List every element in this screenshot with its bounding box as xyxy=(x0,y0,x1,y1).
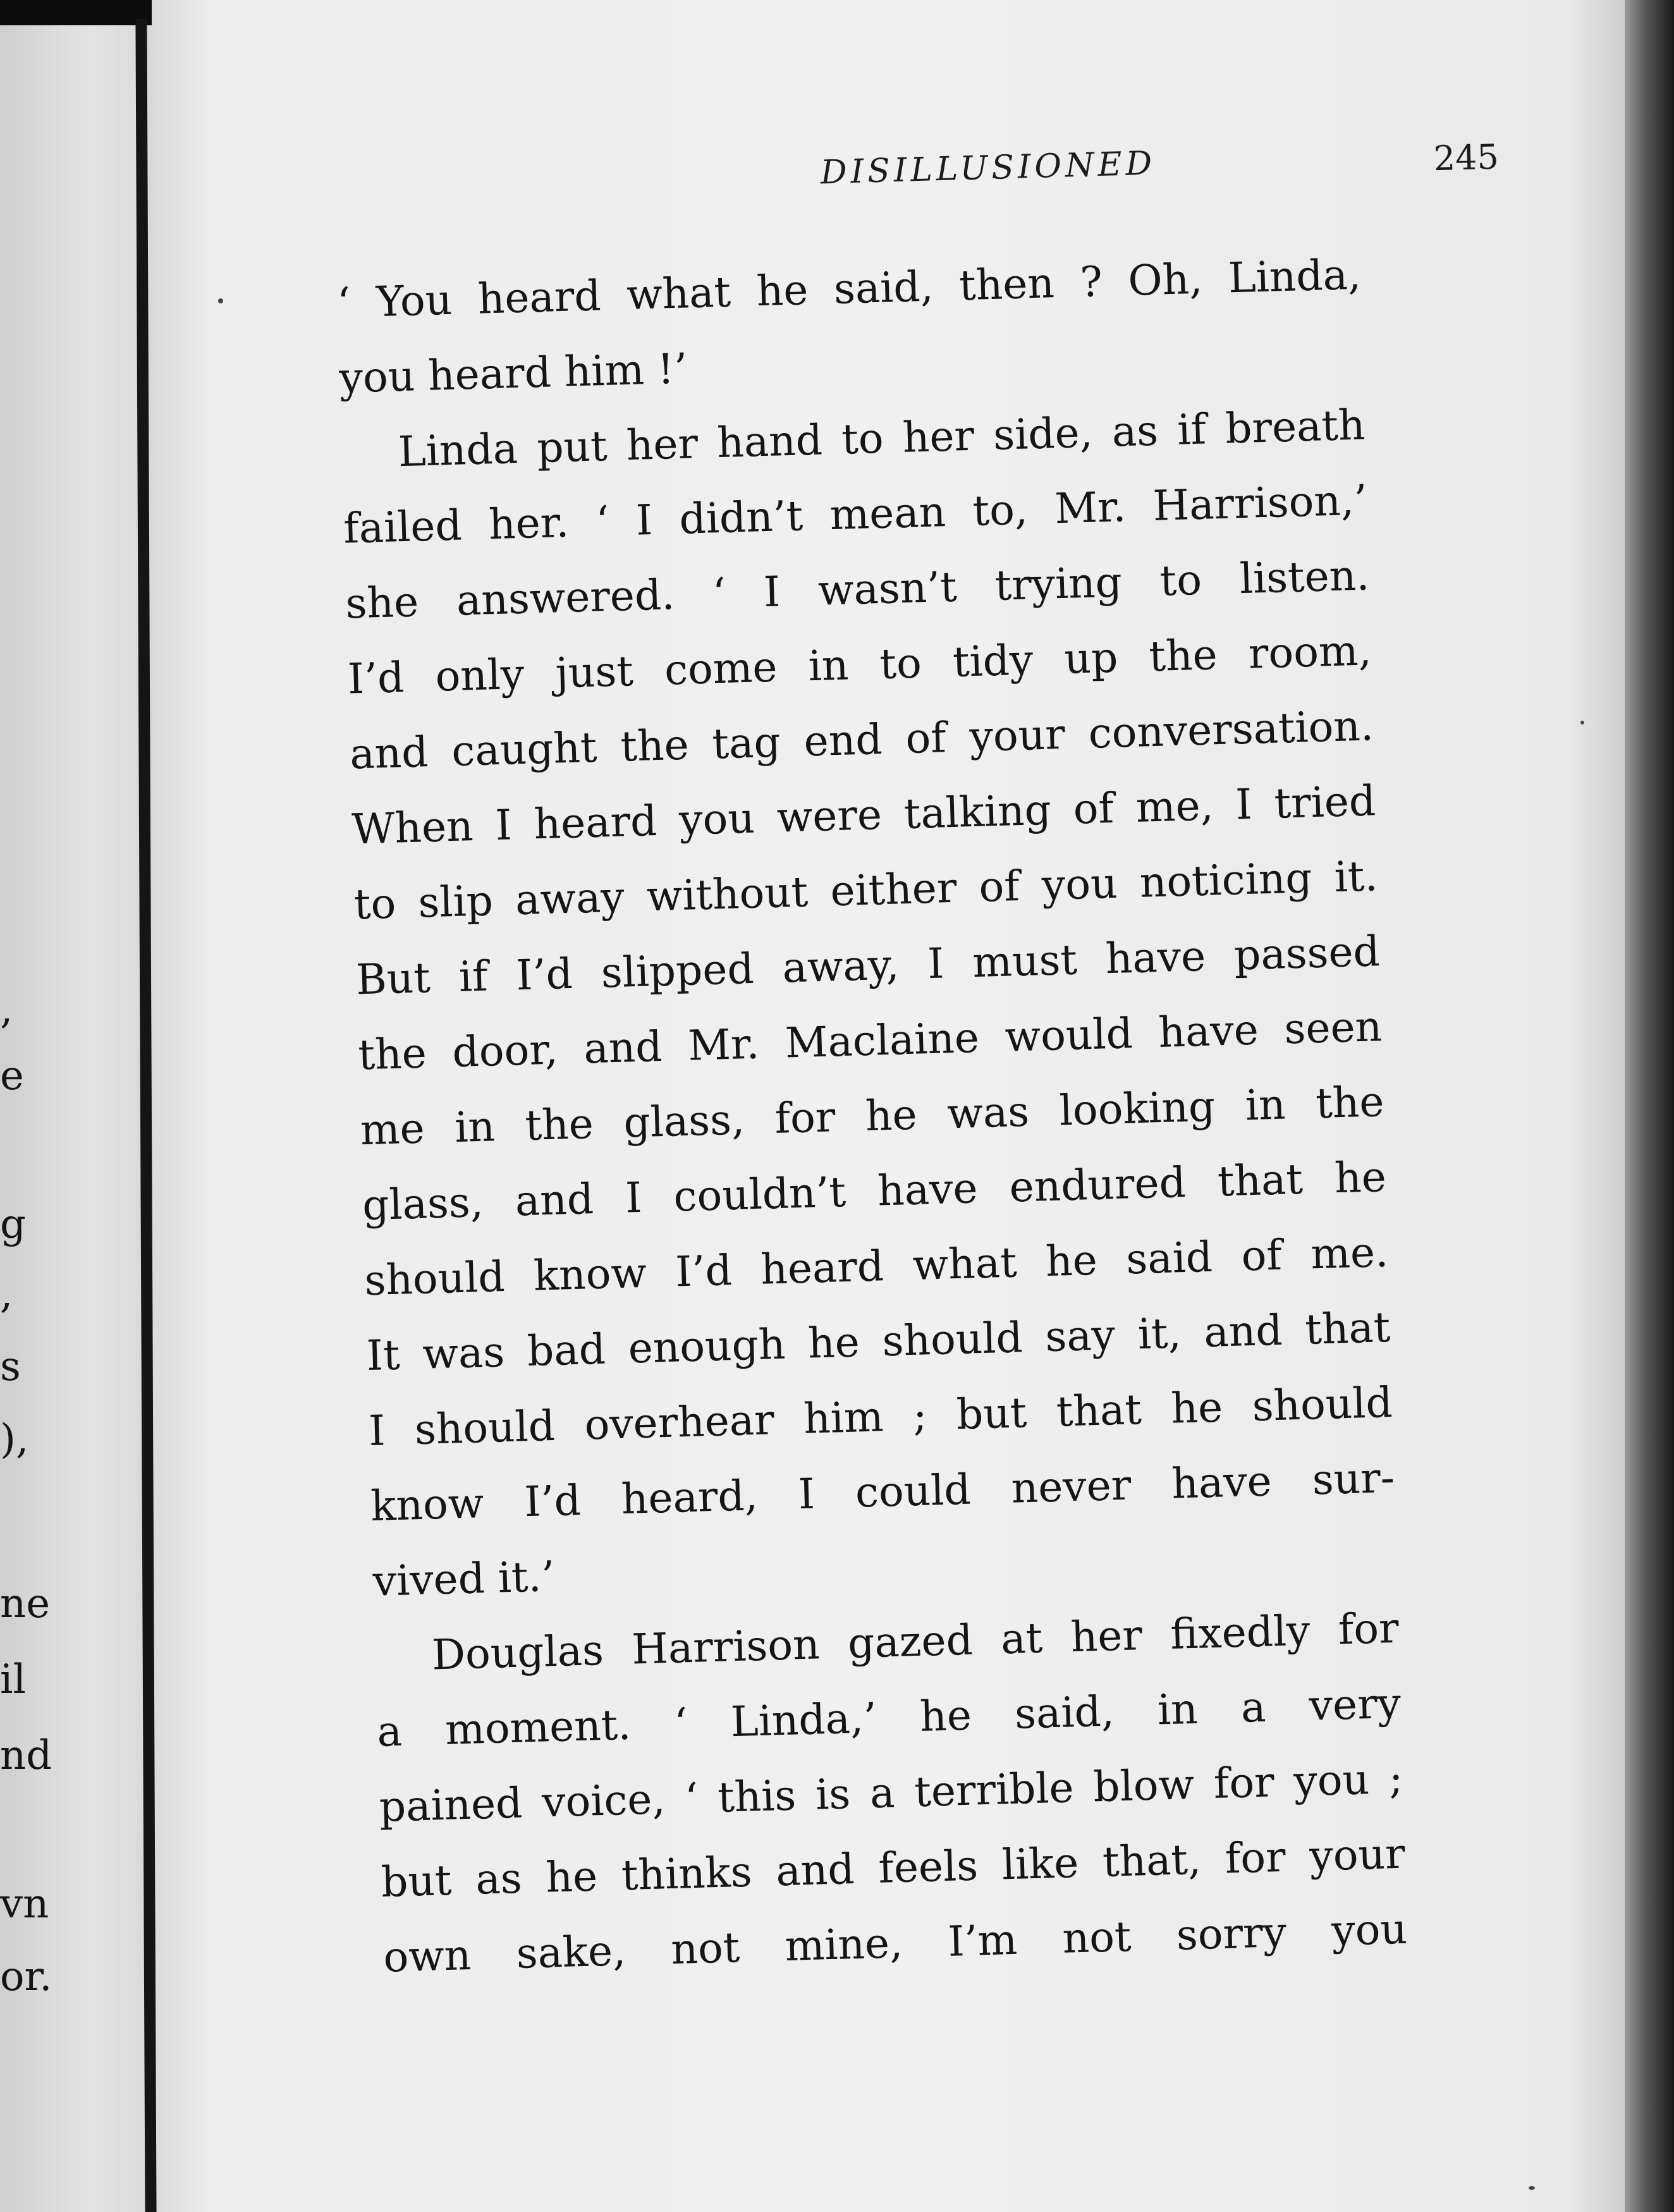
previous-page-text-fragment: or. xyxy=(0,1953,52,2000)
text-line: me in the glass, for he was looking in the xyxy=(359,1077,1385,1155)
text-line: you heard him !’ xyxy=(338,344,688,403)
text-line: But if I’d slipped away, I must have passed xyxy=(355,927,1381,1005)
scan-speck xyxy=(1580,721,1584,724)
text-line: but as he thinks and feels like that, for your xyxy=(381,1829,1406,1907)
text-line: and caught the tag end of your conversation. xyxy=(349,701,1374,779)
text-line: I’d only just come in to tidy up the room, xyxy=(346,626,1372,704)
text-line: ‘ You heard what he said, then ? Oh, Linda, xyxy=(336,250,1362,327)
text-line: own sake, not mine, I’m not sorry you xyxy=(382,1904,1408,1982)
text-line: the door, and Mr. Maclaine would have seen xyxy=(357,1002,1383,1080)
previous-page-text-fragment: g xyxy=(0,1201,26,1248)
right-page-edge xyxy=(1625,0,1674,2212)
text-line: Douglas Harrison gazed at her fixedly for xyxy=(431,1603,1400,1680)
previous-page-text-fragment: ne xyxy=(0,1580,51,1627)
previous-page-text-fragment: ), xyxy=(0,1416,29,1463)
previous-page-text-fragment: , xyxy=(0,1271,13,1317)
text-line: It was bad enough he should say it, and that xyxy=(365,1302,1391,1381)
text-line: pained voice, ‘ this is a terrible blow for you ; xyxy=(378,1754,1404,1831)
previous-page-text-fragment: vn xyxy=(0,1881,49,1928)
text-line: a moment. ‘ Linda,’ he said, in a very xyxy=(376,1678,1402,1756)
text-line: Linda put her hand to her side, as if breath xyxy=(397,400,1366,477)
scan-speck xyxy=(1529,2186,1535,2190)
text-line: to slip away without either of you noticing it. xyxy=(353,852,1379,929)
book-page xyxy=(152,0,1625,2212)
text-line: vived it.’ xyxy=(372,1552,556,1606)
text-line: know I’d heard, I could never have sur- xyxy=(370,1453,1395,1531)
text-line: When I heard you were talking of me, I tried xyxy=(351,776,1377,854)
running-head: DISILLUSIONED xyxy=(820,144,1156,192)
text-line: failed her. ‘ I didn’t mean to, Mr. Harrison,’ xyxy=(343,475,1368,553)
previous-page-text-fragment: s xyxy=(0,1343,21,1390)
text-line: glass, and I couldn’t have endured that he xyxy=(362,1152,1387,1230)
page-number: 245 xyxy=(1433,137,1500,179)
text-line: she answered. ‘ I wasn’t trying to listen. xyxy=(345,551,1371,628)
text-line: should know I’d heard what he said of me. xyxy=(364,1227,1390,1305)
text-line: I should overhear him ; but that he should xyxy=(368,1378,1393,1456)
previous-page-edge xyxy=(0,25,152,2212)
previous-page-text-fragment: il xyxy=(0,1656,26,1703)
previous-page-text-fragment: e xyxy=(0,1053,24,1099)
previous-page-text-fragment: , xyxy=(0,986,13,1033)
scan-speck xyxy=(218,298,223,303)
previous-page-text-fragment: nd xyxy=(0,1732,52,1779)
